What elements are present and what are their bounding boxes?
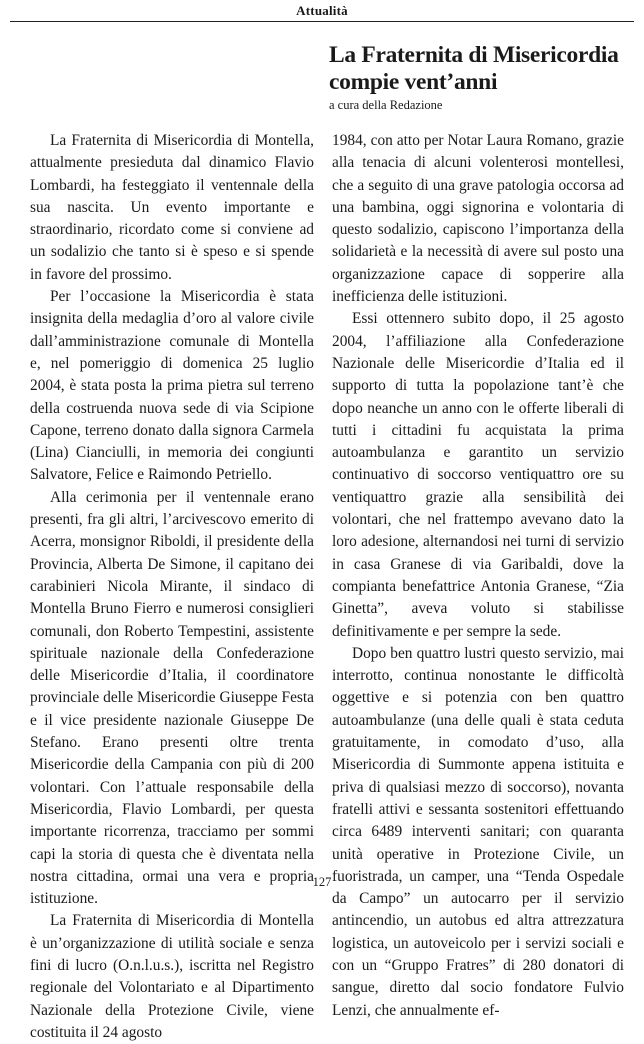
paragraph-continued: 1984, con atto per Notar Laura Romano, grazie alla tenacia di alcuni volenterosi montellesi, che a seguito di una grave patologia occorsa ad una bambina, oggi signorina e volontaria di questo sodalizio, capiscono l’importanza della solidarietà e la necessità di avere sul posto una organizzazione capace di sopperire alla inefficienza delle istituzioni.	[332, 132, 624, 306]
paragraph: Alla cerimonia per il ventennale erano presenti, fra gli altri, l’arcivescovo emerito di Acerra, monsignor Riboldi, il presidente della Provincia, Alberta De Simone, il capitano dei carabinieri Nicola Mirante, il sindaco di Montella Bruno Fierro e numerosi consiglieri comunali, don Roberto Tempestini, assistente spirituale nazionale della Confederazione delle Misericordie d’Italia, il coordinatore provinciale delle Misericordie Giuseppe Festa e il vice presidente nazionale Giuseppe De Stefano. Erano presenti oltre trenta Misericordie della Campania con più di 200 volontari. Con l’attuale responsabile della Misericordia, Flavio Lombardi, per questa importante ricorrenza, tracciamo per sommi capi la storia di questa che è diventata nella nostra cittadina, ormai una vera e propria istituzione.	[30, 488, 314, 908]
page-number: 127	[312, 875, 332, 889]
left-column	[30, 130, 314, 1044]
page-header	[0, 0, 644, 22]
paragraph: La Fraternita di Misericordia di Montella è un’organizzazione di utilità sociale e senza fini di lucro (O.n.l.u.s.), iscritta nel Registro regionale del Volontariato e al Dipartimento Nazionale della Protezione Civile, viene costituita il 24 agosto	[30, 912, 314, 1041]
title-line-1: La Fraternita di Misericordia	[329, 42, 619, 68]
header-rule	[10, 21, 634, 22]
article-title	[329, 42, 634, 96]
paragraph: Per l’occasione la Misericordia è stata insignita della medaglia d’oro al valore civile dall’amministrazione comunale di Montella e, nel pomeriggio di domenica 25 luglio 2004, è stata posta la prima pietra sul terreno della costruenda nuova sede di via Scipione Capone, terreno donato dalla signora Carmela (Lina) Cianciulli, in memoria dei congiunti Salvatore, Felice e Raimondo Petriello.	[30, 288, 314, 484]
title-line-2: compie vent’anni	[329, 69, 498, 95]
article-byline: a cura della Redazione	[329, 98, 443, 112]
paragraph: Dopo ben quattro lustri questo servizio, mai interrotto, continua nonostante le difficoltà oggettive e si potenzia con ben quattro autoambulanze (una delle quali è stata ceduta gratuitamente, in comodato d’uso, alla Misericordia di Summonte appena istituita e priva di qualsiasi mezzo di soccorso), novanta fratelli attivi e sessanta sostenitori effettuando circa 6489 interventi sanitari; con quaranta unità operative in Protezione Civile, un fuoristrada, un camper, una “Tenda Ospedale da Campo” un autocarro per il servizio antincendio, un autobus ed altra attrezzatura logistica, un autoveicolo per i servizi sociali e con un “Gruppo Fratres” di 280 donatori di sangue, diretto dal socio fondatore Fulvio Lenzi, che annualmente ef-	[332, 644, 624, 1019]
paragraph: La Fraternita di Misericordia di Montella, attualmente presieduta dal dinamico Flavio Lombardi, ha festeggiato il ventennale della sua nascita. Un evento importante e straordinario, ricordato come si conviene ad un sodalizio che tanto si è speso e si spende in favore del prossimo.	[30, 132, 314, 283]
section-label: Attualità	[296, 3, 348, 18]
article-title-block	[329, 42, 634, 113]
paragraph: Essi ottennero subito dopo, il 25 agosto 2004, l’affiliazione alla Confederazione Nazionale delle Misericordie d’Italia ed il supporto di tutta la popolazione tant’è che dopo neanche un anno con le offerte liberali di tutti i cittadini fu acquistata la prima autoambulanza e garantito un servizio continuativo di soccorso ventiquattro ore su ventiquattro grazie alla sensibilità dei volontari, che nel frattempo avevano dato la loro adesione, alternandosi nei turni di servizio in casa Granese di via Garibaldi, dove la compianta benefattrice Antonia Granese, “Zia Ginetta”, aveva voluto si stabilisse definitivamente e per sempre la sede.	[332, 310, 624, 640]
